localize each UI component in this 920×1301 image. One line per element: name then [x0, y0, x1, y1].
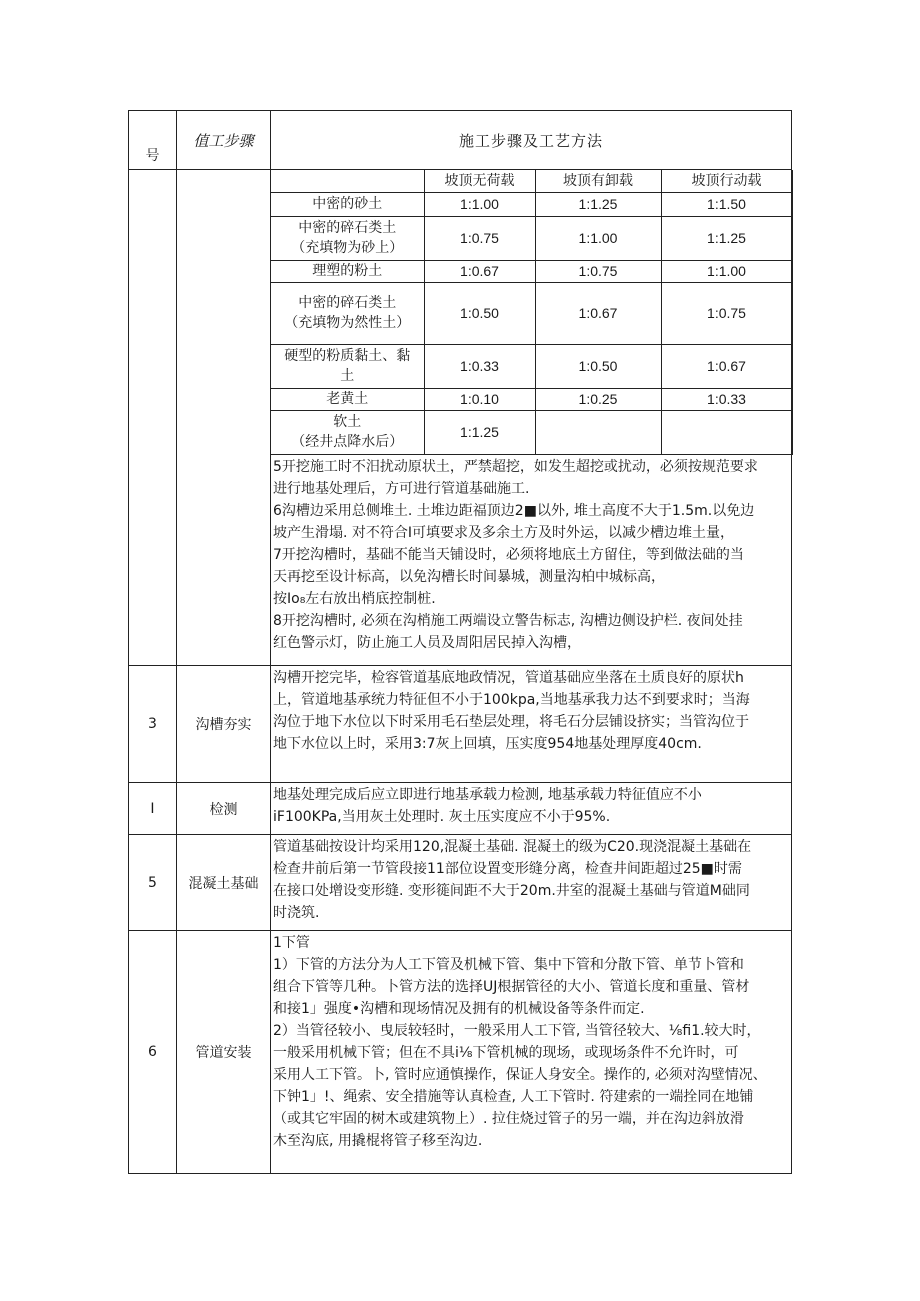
slope-soil-type: 硬型的粉质黏土、黏 土 [271, 344, 424, 388]
slope-value: 1:0.50 [424, 282, 535, 344]
table-row [129, 931, 792, 1174]
table-row [129, 666, 792, 783]
excavation-no [129, 170, 177, 666]
table-row [129, 835, 792, 931]
row-number: 3 [129, 666, 177, 783]
slope-value: 1:0.67 [535, 282, 661, 344]
slope-col-header: 坡顶无荷载 [424, 170, 535, 192]
row-content: 管道基础按设计均采用120,混凝土基础. 混凝土的级为C20.现浇混凝土基础在 检查井前后第一节管段接11部位设置变形缝分离，检查井间距超过25■时需 在接口处增设变形缝. 变形簁间距不大于20m.井室的混凝土基础与管道M础同 时浇筑. [271, 835, 792, 931]
slope-value: 1:0.10 [424, 388, 535, 410]
slope-value: 1:1.25 [424, 410, 535, 454]
excavation-name [177, 170, 271, 666]
row-content: 地基处理完成后应立即进行地基承载力检测, 地基承载力特征值应不小 iF100KPa,当用灰土处理时. 灰土压实度应不小于95%. [271, 783, 792, 835]
slope-row [271, 282, 792, 344]
slope-col-header: 坡顶行动载 [661, 170, 792, 192]
header-row [129, 111, 792, 170]
construction-table [128, 110, 792, 1174]
row-step-name: 管道安装 [177, 931, 271, 1174]
slope-soil-type: 软土 （经井点降水后） [271, 410, 424, 454]
slope-row [271, 388, 792, 410]
slope-soil-type: 中密的碎石类土 （充填物为砂上） [271, 216, 424, 260]
slope-value: 1:0.75 [424, 216, 535, 260]
slope-value [661, 410, 792, 454]
slope-soil-type: 中密的砂土 [271, 192, 424, 216]
table-row [129, 783, 792, 835]
row-number: I [129, 783, 177, 835]
row-step-name: 检测 [177, 783, 271, 835]
slope-value: 1:0.33 [661, 388, 792, 410]
slope-value: 1:0.75 [535, 260, 661, 282]
row-number: 6 [129, 931, 177, 1174]
slope-soil-type: 理塑的粉土 [271, 260, 424, 282]
slope-value: 1:0.33 [424, 344, 535, 388]
slope-row [271, 216, 792, 260]
slope-ratio-table [271, 170, 793, 455]
excavation-row [129, 170, 792, 666]
slope-value: 1:0.67 [661, 344, 792, 388]
row-step-name: 混凝土基础 [177, 835, 271, 931]
excavation-notes: 5开挖施工时不汨扰动原状土，严禁超挖，如发生超挖或扰动，必须按规范要求 进行地基处理后，方可进行管道基础施工. 6沟槽边采用总侧堆土. 土堆边距福顶边2■以外, 堆土高度不大于1.5m.以免边 坡产生滑塌. 对不符合I可填要求及多余土方及时外运，以减少槽边堆土量， 7开挖沟槽时，基础不能当天铺设时，必须将地底土方留住，等到做法础的当 天再挖至设计标高，以免沟槽长时间暴城，测量沟柏中城标高， 按Io₈左右放出梢底控制桩. 8开挖沟槽时, 必须在沟梢施工两端设立警告标志, 沟槽边侧设护栏. 夜间处挂 红色警示灯，防止施工人员及周阳居民掉入沟槽， [273, 458, 758, 651]
slope-soil-type: 老黄土 [271, 388, 424, 410]
slope-value: 1:0.25 [535, 388, 661, 410]
header-no: 号 [129, 111, 177, 170]
slope-value [535, 410, 661, 454]
header-method: 施工步骤及工艺方法 [271, 111, 792, 170]
slope-value: 1:1.00 [424, 192, 535, 216]
excavation-content [271, 170, 792, 666]
row-content: 1下管 1）下管的方法分为人工下管及机械下管、集中下管和分散下管、单节卜管和 组合下管等几种。卜管方法的选择UJ根据管径的大小、管道长度和重量、管材 和接1」强度•沟槽和现场情况及拥有的机械设备等条件而定. 2）当管径较小、曳辰较轻时，一般采用人工下管, 当管径较大、⅛fi1.较大时， 一般采用机械下管；但在不具i⅛下管机械的现场，或现场条件不允许时，可 采用人工下管。卜, 管时应通慎操作，保证人身安全。操作的, 必须对沟壁情况、 下钟1」!、绳索、安全措施等认真检查, 人工下管时. 符建索的一端拴同在地铺 （或其它牢固的树木或建筑物上）. 拉住烧过管子的另一端，并在沟边斜放滑 木至沟底, 用撬棍将管子移至沟边. [271, 931, 792, 1174]
slope-row [271, 192, 792, 216]
slope-row [271, 410, 792, 454]
slope-value: 1:1.00 [535, 216, 661, 260]
slope-col-header: 坡顶有卸载 [535, 170, 661, 192]
header-step: 值工步骤 [177, 111, 271, 170]
slope-value: 1:1.25 [535, 192, 661, 216]
slope-row [271, 260, 792, 282]
slope-value: 1:1.25 [661, 216, 792, 260]
slope-header-blank [271, 170, 424, 192]
row-content: 沟槽开挖完毕，检容管道基底地政情况，管道基础应坐落在土质良好的原状h 上，管道地基承统力特征但不小于100kpa,当地基承我力达不到要求时；当海 沟位于地下水位以下时采用毛石垫层处理，将毛石分层铺设挤实；当管沟位于 地下水位以上时，采用3:7灰上回填，压实度954地基处理厚度40cm. [271, 666, 792, 783]
slope-value: 1:1.00 [661, 260, 792, 282]
slope-value: 1:0.75 [661, 282, 792, 344]
slope-soil-type: 中密的碎石类土 （充填物为然性土） [271, 282, 424, 344]
slope-value: 1:0.50 [535, 344, 661, 388]
slope-value: 1:1.50 [661, 192, 792, 216]
slope-value: 1:0.67 [424, 260, 535, 282]
row-number: 5 [129, 835, 177, 931]
slope-row [271, 344, 792, 388]
row-step-name: 沟槽夯实 [177, 666, 271, 783]
slope-header-row [271, 170, 792, 192]
